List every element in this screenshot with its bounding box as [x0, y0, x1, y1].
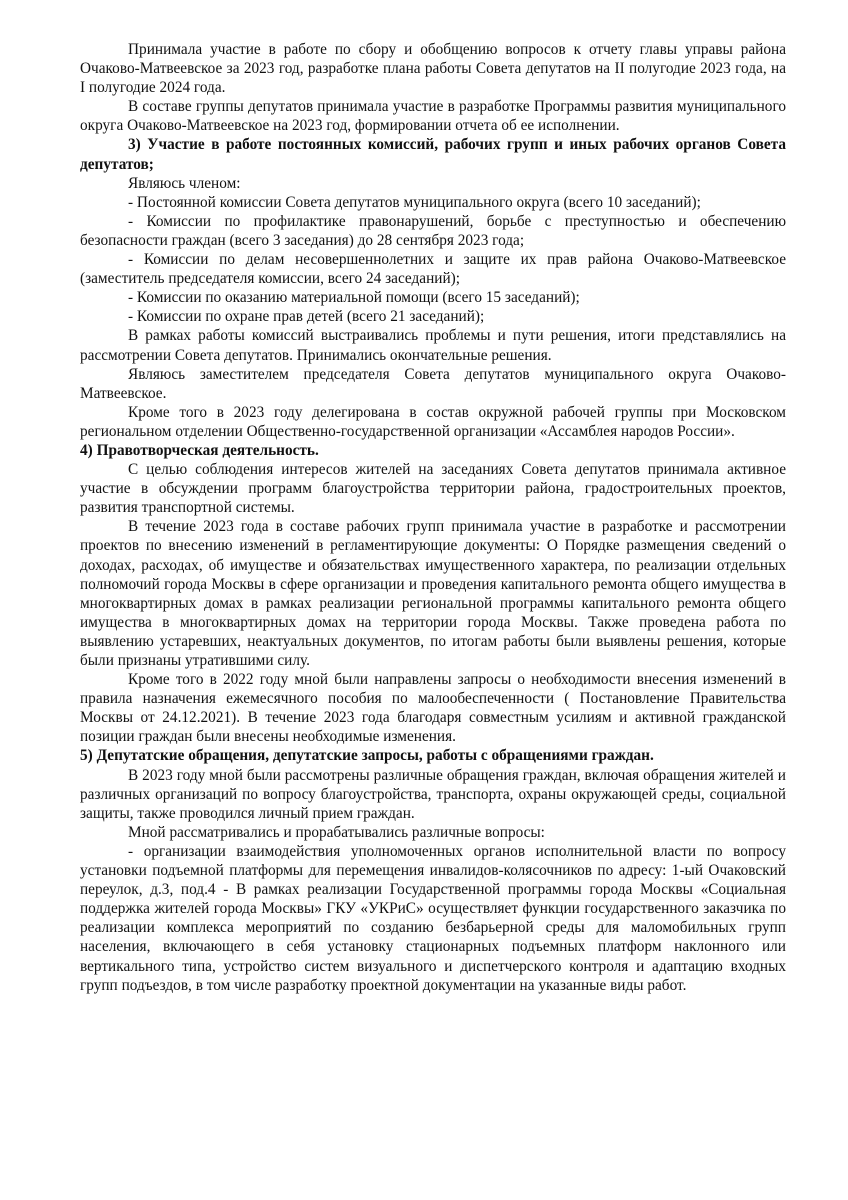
- paragraph-development-program: В составе группы депутатов принимала участие в разработке Программы развития муниципального округа Очаково-Матвеевское на 2023 год, формировании отчета об ее исполнении.: [80, 98, 786, 135]
- paragraph-issues-intro: Мной рассматривались и прорабатывались различные вопросы:: [128, 823, 545, 841]
- list-item-material-aid-commission: - Комиссии по оказанию материальной помощи (всего 15 заседаний);: [128, 289, 580, 307]
- list-item-minors-commission: - Комиссии по делам несовершеннолетних и защите их прав района Очаково-Матвеевское (заместитель председателя комиссии, всего 24 заседаний);: [80, 251, 786, 288]
- paragraph-regulatory-documents: В течение 2023 года в составе рабочих групп принимала участие в разработке и рассмотрении проектов по внесению изменений в регламентирующие документы: О Порядке размещения сведений о доходах, расходах, об имуществе и обязательствах имущественного характера, по реализации отдельных полномочий города Москвы в сфере организации и проведения капитального ремонта общего имущества в многоквартирных домах в рамках реализации региональной программы капитального ремонта общего имущества в многоквартирных домах на территории города Москвы. Также проведена работа по выявлению устаревших, неактуальных документов, по итогам работы были выявлены решения, которые были признаны утратившими силу.: [80, 518, 786, 669]
- list-item-permanent-commission: - Постоянной комиссии Совета депутатов муниципального округа (всего 10 заседаний);: [128, 193, 701, 211]
- list-item-lifting-platform: - организации взаимодействия уполномоченных органов исполнительной власти по вопросу установки подъемной платформы для перемещения инвалидов-колясочников по адресу: 1-ый Очаковский переулок, д.3, под.4 - В рамках реализации Государственной программы города Москвы «Социальная поддержка жителей города Москвы» ГКУ «УКРиС» осуществляет функции государственного заказчика по реализации комплекса мероприятий по созданию безбарьерной среды для маломобильных групп населения, включающего в себя установку стационарных подъемных платформ наклонного или вертикального типа, устройство систем визуального и диспетчерского контроля и адаптацию входных групп подъездов, в том числе разработку проектной документации на указанные виды работ.: [80, 842, 786, 994]
- paragraph-member-of: Являюсь членом:: [128, 174, 241, 192]
- paragraph-report-preparation: Принимала участие в работе по сбору и обобщению вопросов к отчету главы управы района Очаково-Матвеевское за 2023 год, разработке плана работы Совета депутатов на II полугодие 2023 года, на I полугодие 2024 года.: [80, 41, 786, 97]
- list-item-child-rights-commission: - Комиссии по охране прав детей (всего 21 заседаний);: [128, 308, 485, 326]
- paragraph-council-participation: С целью соблюдения интересов жителей на заседаниях Совета депутатов принимала активное участие в обсуждении программ благоустройства территории района, градостроительных проектов, развития транспортной системы.: [80, 461, 786, 517]
- section-heading-appeals: 5) Депутатские обращения, депутатские запросы, работы с обращениями граждан.: [80, 747, 654, 765]
- paragraph-citizen-appeals: В 2023 году мной были рассмотрены различные обращения граждан, включая обращения жителей и различных организаций по вопросу благоустройства, транспорта, охраны окружающей среды, социальной защиты, также проводился личный прием граждан.: [80, 766, 786, 822]
- paragraph-assembly-delegation: Кроме того в 2023 году делегирована в состав окружной рабочей группы при Московском региональном отделении Общественно-государственной организации «Ассамблея народов России».: [80, 403, 786, 440]
- document-page: [80, 40, 786, 995]
- paragraph-deputy-chair: Являюсь заместителем председателя Совета депутатов муниципального округа Очаково-Матвеевское.: [80, 365, 786, 402]
- paragraph-commission-work: В рамках работы комиссий выстраивались проблемы и пути решения, итоги представлялись на рассмотрении Совета депутатов. Принимались окончательные решения.: [80, 327, 786, 364]
- section-heading-commissions: 3) Участие в работе постоянных комиссий, рабочих групп и иных рабочих органов Совета депутатов;: [80, 136, 786, 173]
- paragraph-allowance-requests: Кроме того в 2022 году мной были направлены запросы о необходимости внесения изменений в правила назначения ежемесячного пособия по малообеспеченности ( Постановление Правительства Москвы от 24.12.2021). В течение 2023 года благодаря совместным усилиям и активной гражданской позиции граждан были внесены необходимые изменения.: [80, 671, 786, 746]
- list-item-crime-prevention-commission: - Комиссии по профилактике правонарушений, борьбе с преступностью и обеспечению безопасности граждан (всего 3 заседания) до 28 сентября 2023 года;: [80, 212, 786, 249]
- section-heading-lawmaking: 4) Правотворческая деятельность.: [80, 441, 319, 459]
